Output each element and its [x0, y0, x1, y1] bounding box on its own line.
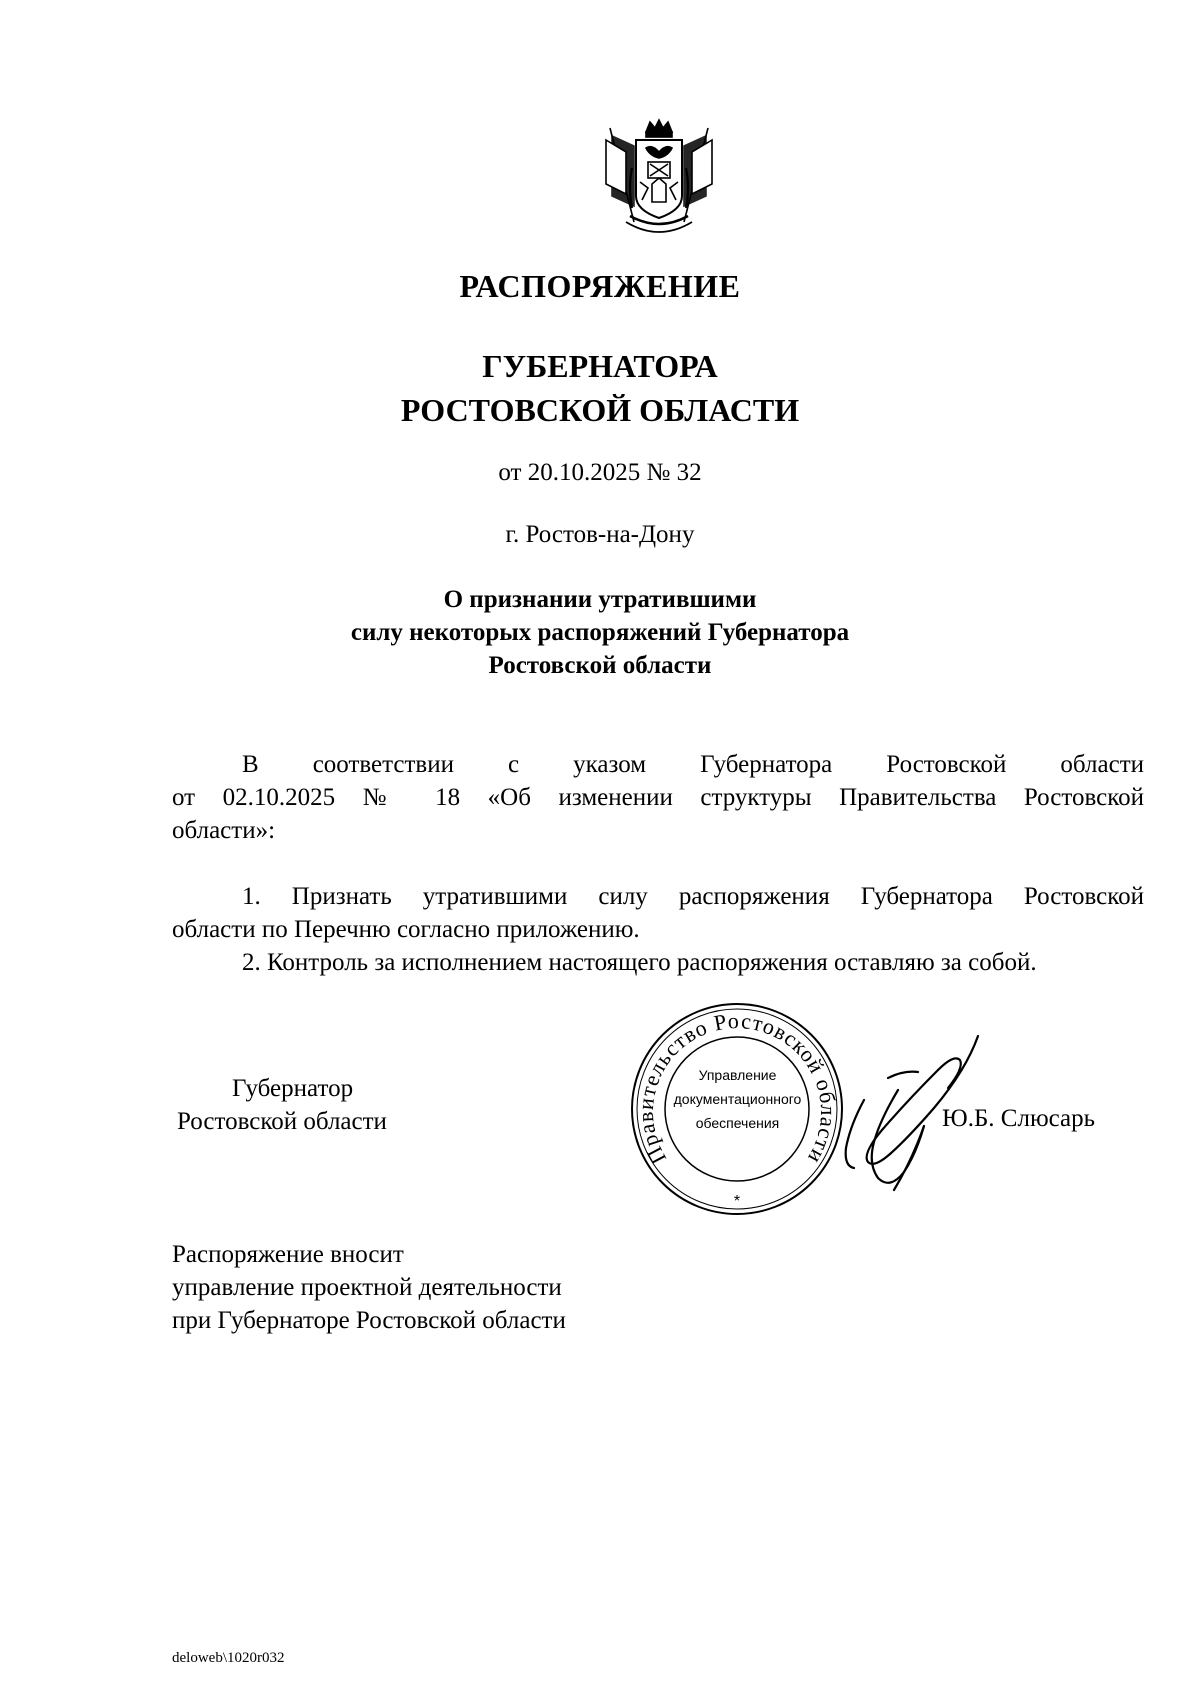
subject-line-1: О признании утратившими: [443, 586, 757, 613]
clause-1-line-2: области по Перечню согласно приложению.: [172, 916, 640, 943]
signer-title-line-2: Ростовской области: [177, 1108, 387, 1135]
document-type: РАСПОРЯЖЕНИЕ: [459, 268, 741, 304]
submitter-note: [172, 1238, 566, 1337]
seal-inner-line-2: документационного: [673, 1091, 802, 1107]
issuing-authority: [0, 344, 1200, 432]
subject-line-2: силу некоторых распоряжений Губернатора: [350, 619, 850, 646]
seal-inner-line-1: Управление: [698, 1067, 777, 1083]
seal-inner-text: [666, 1063, 809, 1135]
authority-line-2: РОСТОВСКОЙ ОБЛАСТИ: [400, 392, 800, 428]
city: г. Ростов-на-Дону: [505, 521, 695, 548]
preamble-line-3: области»:: [172, 817, 276, 844]
preamble-paragraph: [172, 748, 1144, 847]
subject-line-3: Ростовской области: [488, 652, 712, 679]
preamble-line-2: от 02.10.2025 № 18 «Об изменении структуры Правительства Ростовской: [172, 784, 1144, 811]
date-and-number: от 20.10.2025 № 32: [498, 459, 702, 486]
coat-of-arms-icon: [602, 118, 716, 240]
signer-name: Ю.Б. Слюсарь: [942, 1105, 1096, 1132]
clause-1: [172, 880, 1144, 946]
signer-title-line-1: Губернатор: [232, 1075, 354, 1102]
seal-star: *: [733, 1193, 741, 1210]
seal-inner-line-3: обеспечения: [695, 1115, 780, 1131]
submitter-line-3: при Губернаторе Ростовской области: [172, 1307, 566, 1334]
seal-outer-text-path: Правительство Ростовской области: [632, 1007, 842, 1169]
submitter-line-1: Распоряжение вносит: [172, 1241, 404, 1268]
clause-1-line-1: 1. Признать утратившими силу распоряжения Губернатора Ростовской: [242, 883, 1144, 910]
document-subject: [0, 583, 1200, 682]
clause-2: [172, 946, 1144, 979]
clause-2-line: 2. Контроль за исполнением настоящего распоряжения оставляю за собой.: [242, 949, 1037, 976]
document-code: deloweb\1020r032: [172, 1650, 285, 1666]
preamble-line-1: В соответствии с указом Губернатора Ростовской области: [242, 751, 1144, 778]
submitter-line-2: управление проектной деятельности: [172, 1274, 562, 1301]
authority-line-1: ГУБЕРНАТОРА: [482, 348, 718, 384]
